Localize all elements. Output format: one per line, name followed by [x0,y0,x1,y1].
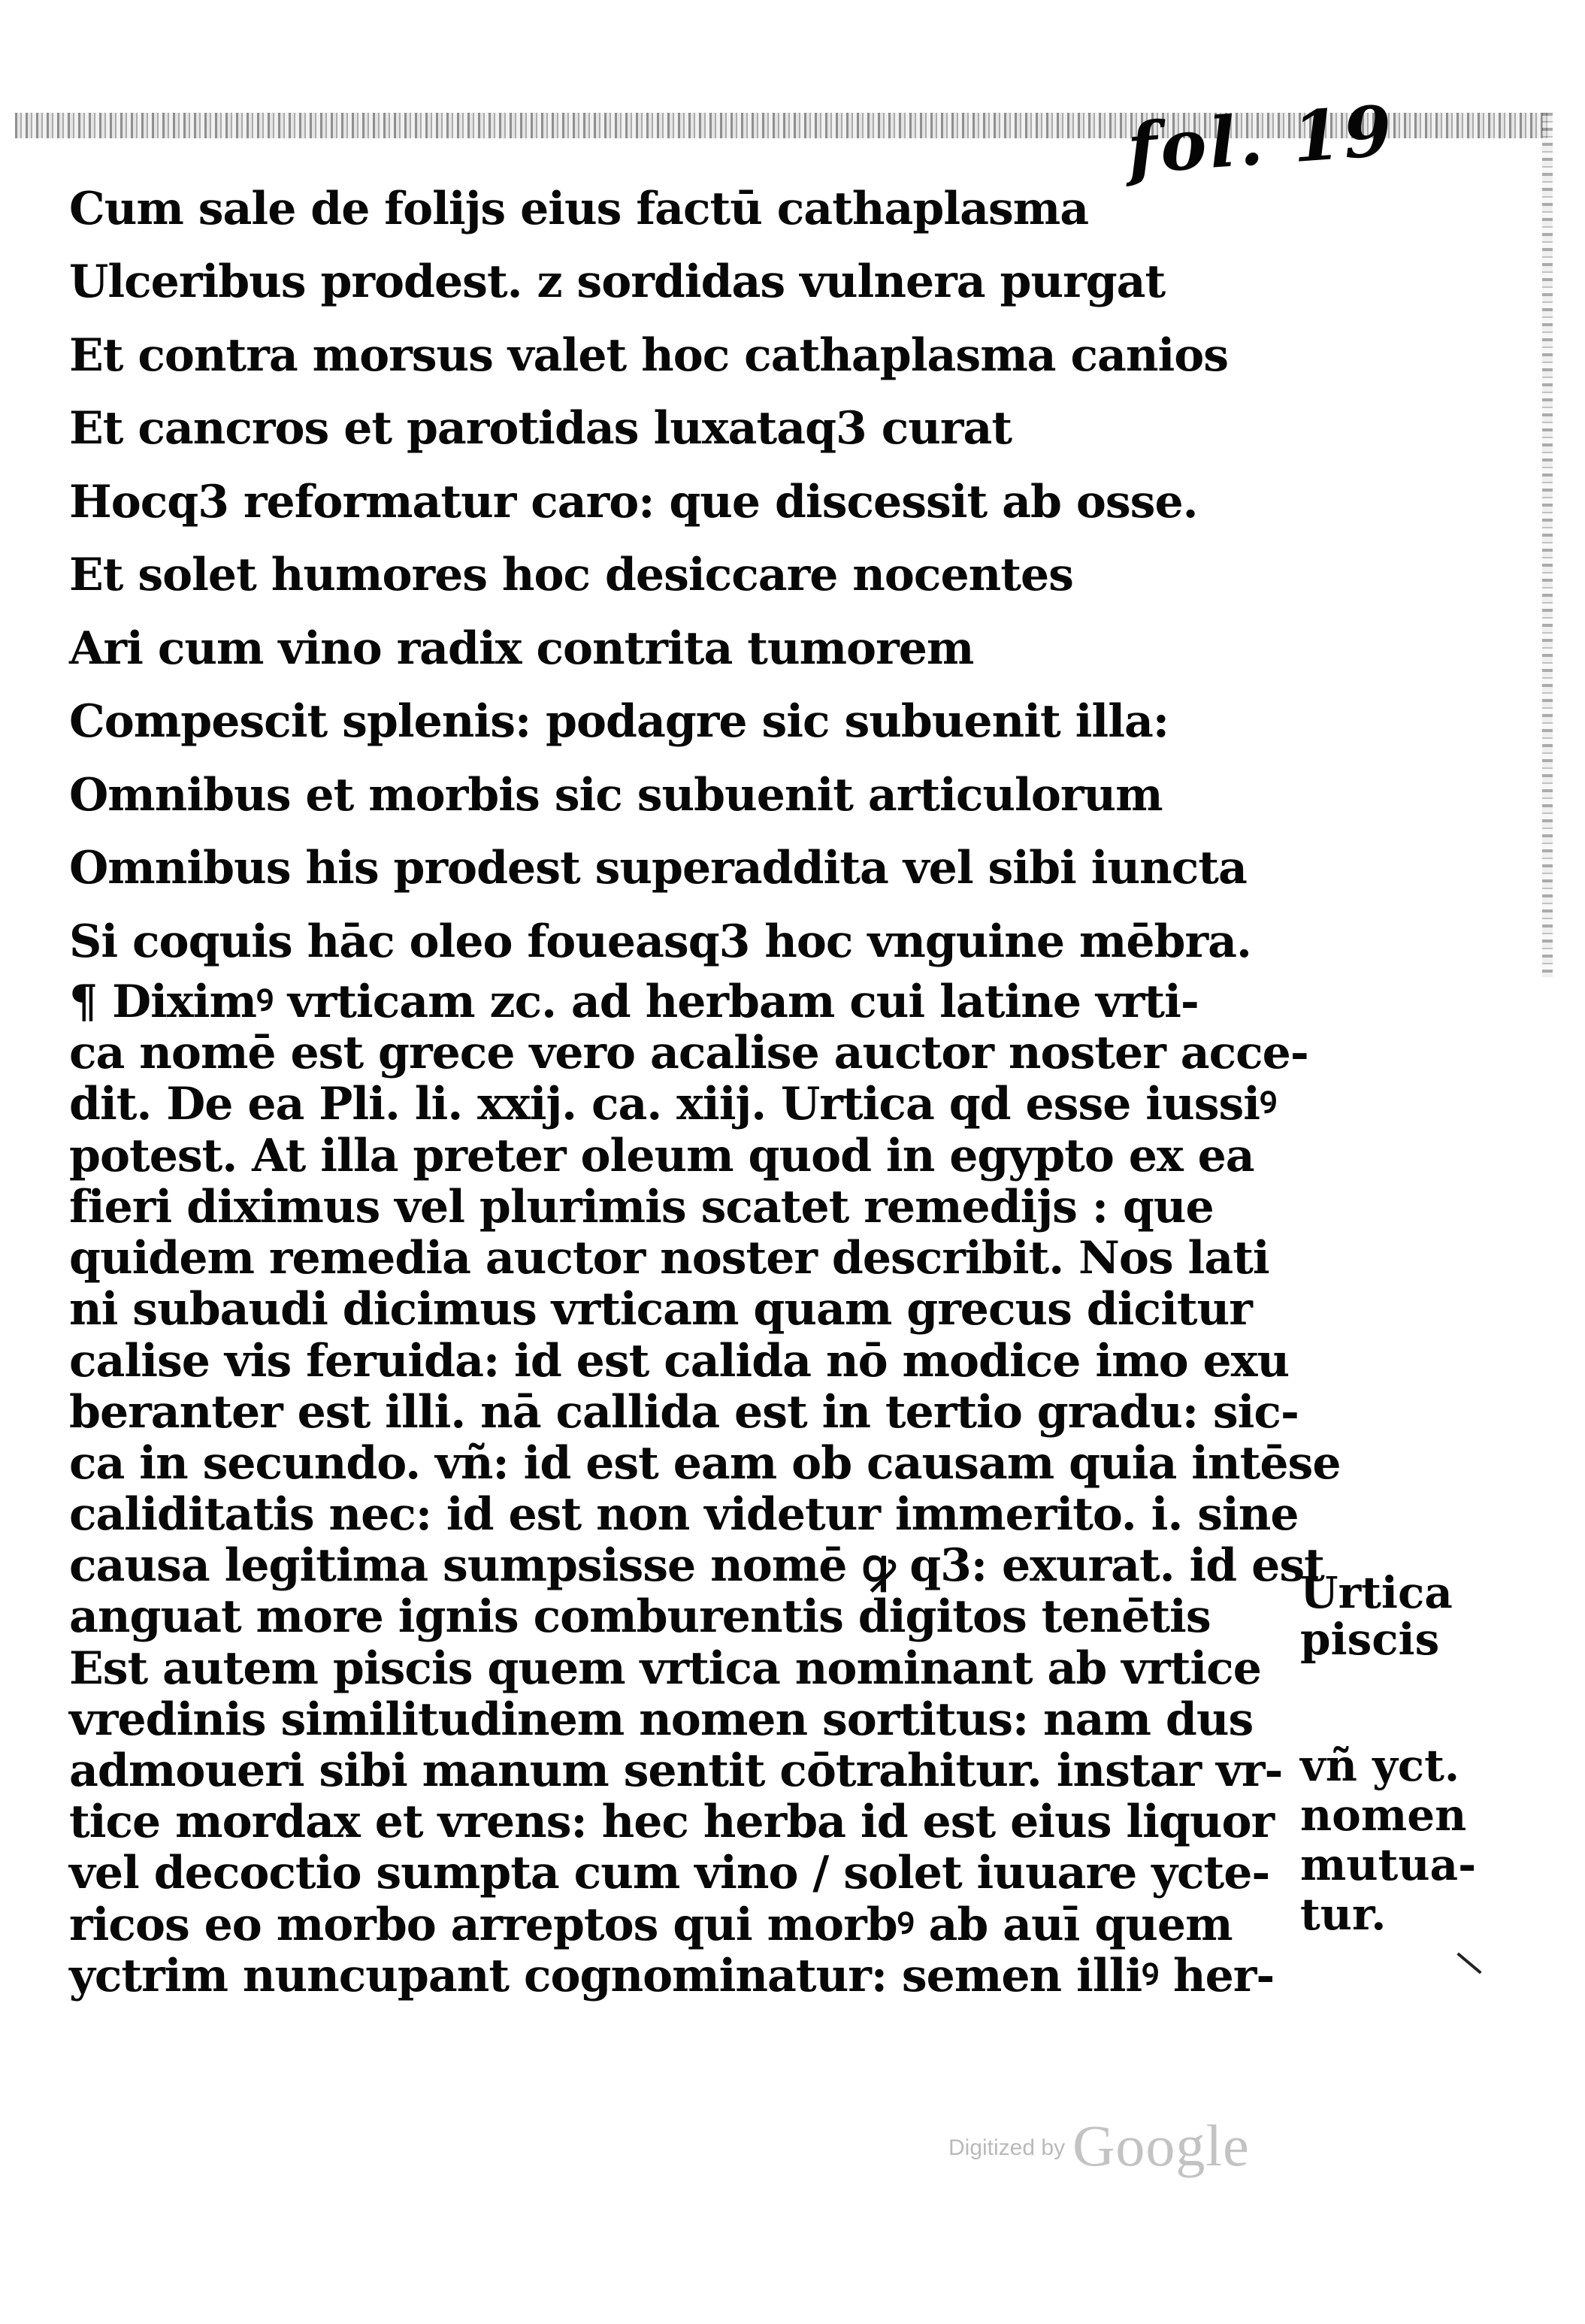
verse-line: Cum sale de folijs eius factū cathaplasma [69,183,1089,235]
commentary-line: dit. De ea Pli. li. xxij. ca. xiij. Urtica qd esse iussiꝰ [69,1078,1276,1130]
commentary-line: tice mordax et vrens: hec herba id est eius liquor [69,1796,1275,1848]
marginal-note: Urtica [1300,1567,1453,1618]
verse-line: Et cancros et parotidas luxataq3 curat [69,402,1012,455]
commentary-line: potest. At illa preter oleum quod in egypto ex ea [69,1130,1254,1182]
verse-line: Et contra morsus valet hoc cathaplasma canios [69,329,1229,382]
verse-line: Compescit splenis: podagre sic subuenit illa: [69,695,1169,748]
commentary-line: yctrim nuncupant cognominatur: semen illiꝰ her- [69,1950,1275,2002]
verse-line: Omnibus et morbis sic subuenit articulorum [69,769,1163,822]
printer-mark [1456,1953,1481,1974]
verse-line: Si coquis hāc oleo foueasq3 hoc vnguine mēbra. [69,915,1251,968]
commentary-line: quidem remedia auctor noster describit. Nos lati [69,1232,1269,1285]
commentary-line: beranter est illi. nā callida est in tertio gradu: sic- [69,1386,1299,1439]
commentary-line: ricos eo morbo arreptos qui morbꝰ ab auī quem [69,1899,1233,1951]
watermark-prefix: Digitized by [948,2135,1066,2160]
commentary-line: vel decoctio sumpta cum vino / solet iuuare ycte- [69,1847,1270,1899]
commentary-line: anguat more ignis comburentis digitos tenētis [69,1590,1211,1643]
marginal-note: tur. [1300,1889,1387,1940]
marginal-note: nomen [1300,1790,1467,1841]
marginal-note: vñ yct. [1300,1740,1460,1791]
verse-line: Et solet humores hoc desiccare nocentes [69,549,1073,601]
commentary-line: ca nomē est grece vero acalise auctor noster acce- [69,1027,1308,1079]
marginal-note: piscis [1300,1614,1440,1665]
commentary-line: Est autem piscis quem vrtica nominant ab vrtice [69,1642,1261,1695]
marginal-note: mutua- [1300,1839,1477,1890]
commentary-line: ni subaudi dicimus vrticam quam grecus dicitur [69,1283,1252,1336]
commentary-line: ¶ Diximꝰ vrticam zc. ad herbam cui latine vrti- [69,976,1199,1028]
commentary-line: causa legitima sumpsisse nomē ꝙ q3: exurat. id est [69,1539,1324,1592]
commentary-line: ca in secundo. vñ: id est eam ob causam quia intēse [69,1437,1341,1490]
verse-line: Omnibus his prodest superaddita vel sibi iuncta [69,842,1247,894]
commentary-line: calise vis feruida: id est calida nō modice imo exu [69,1335,1290,1387]
google-logo: Google [1072,2113,1250,2178]
commentary-line: fieri diximus vel plurimis scatet remedijs : que [69,1181,1214,1233]
digitized-watermark [948,2112,1250,2180]
scan-edge-right [1542,113,1553,977]
commentary-line: admoueri sibi manum sentit cōtrahitur. instar vr- [69,1745,1283,1797]
verse-line: Ulceribus prodest. z sordidas vulnera purgat [69,256,1166,308]
verse-line: Ari cum vino radix contrita tumorem [69,622,974,675]
folio-number: fol. 19 [1124,89,1398,190]
verse-line: Hocq3 reformatur caro: que discessit ab osse. [69,476,1198,528]
commentary-line: caliditatis nec: id est non videtur immerito. i. sine [69,1488,1299,1541]
commentary-line: vredinis similitudinem nomen sortitus: nam dus [69,1693,1254,1746]
